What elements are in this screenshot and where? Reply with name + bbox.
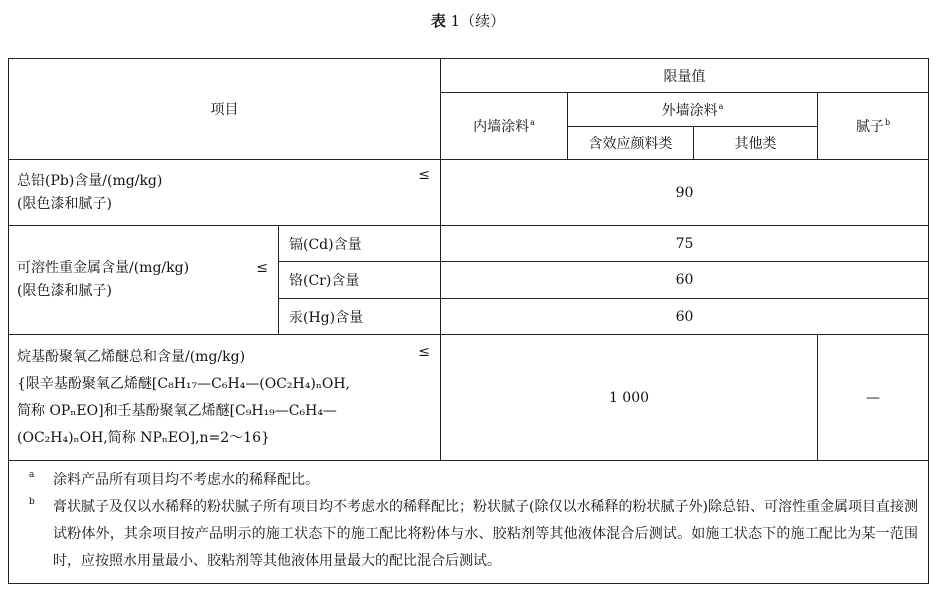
row-cr-value: 60 bbox=[441, 262, 929, 299]
caption-number: 1 bbox=[450, 12, 461, 30]
note-mark: b bbox=[29, 497, 35, 507]
row-hg-value: 60 bbox=[441, 299, 929, 335]
row-lead-item: 总铅(Pb)含量/(mg/kg) (限色漆和腻子) ≤ bbox=[9, 160, 441, 226]
row-heavy-item: 可溶性重金属含量/(mg/kg) ≤ (限色漆和腻子) bbox=[9, 226, 279, 335]
le-symbol: ≤ bbox=[418, 167, 430, 183]
header-exterior: 外墙涂料$^a$ bbox=[568, 93, 818, 127]
row-cr-label: 铬(Cr)含量 bbox=[279, 262, 441, 299]
row-ape-item: 烷基酚聚氧乙烯醚总和含量/(mg/kg) {限辛基酚聚氧乙烯醚[C₈H₁₇—C₆H₄—(OC₂H₄)ₙOH, 简称 OPₙEO]和壬基酚聚氧乙烯醚[C₉H₁₉—C₆H₄— (OC₂H₄)ₙOH,简称 NPₙEO],n=2～16} ≤ bbox=[9, 335, 441, 461]
header-item: 项目 bbox=[9, 59, 441, 160]
header-exterior-other: 其他类 bbox=[694, 127, 818, 160]
note-mark: a bbox=[29, 470, 35, 480]
row-ape-putty-value: — bbox=[818, 335, 929, 461]
note-text: 膏状腻子及仅以水稀释的粉状腻子所有项目均不考虑水的稀释配比；粉状腻子(除仅以水稀释的粉状腻子外)除总铅、可溶性重金属项目直接测试粉体外，其余项目按产品明示的施工状态下的施工配比将粉体与水、胶粘剂等其他液体混合后测试。如施工状态下的施工配比为某一范围时，应按照水用量最小、胶粘剂等其他液体用量最大的配比混合后测试。 bbox=[53, 499, 918, 569]
note-text: 涂料产品所有项目均不考虑水的稀释配比。 bbox=[53, 472, 319, 488]
limits-table bbox=[8, 58, 929, 584]
note-item bbox=[19, 467, 918, 494]
row-cd-value: 75 bbox=[441, 226, 929, 262]
le-symbol: ≤ bbox=[418, 344, 430, 360]
row-lead-value: 90 bbox=[441, 160, 929, 226]
row-cd-label: 镉(Cd)含量 bbox=[279, 226, 441, 262]
header-limit: 限量值 bbox=[441, 59, 929, 93]
header-interior: 内墙涂料$^a$ bbox=[441, 93, 568, 160]
header-putty: 腻子$^b$ bbox=[818, 93, 929, 160]
row-hg-label: 汞(Hg)含量 bbox=[279, 299, 441, 335]
le-symbol: ≤ bbox=[256, 260, 268, 276]
caption-suffix: （续） bbox=[460, 12, 506, 30]
caption-label: 表 bbox=[430, 12, 446, 30]
table-caption bbox=[0, 10, 936, 31]
note-item bbox=[19, 494, 918, 575]
table-notes bbox=[9, 461, 929, 584]
header-exterior-effect: 含效应颜料类 bbox=[568, 127, 694, 160]
row-ape-value: 1 000 bbox=[441, 335, 818, 461]
